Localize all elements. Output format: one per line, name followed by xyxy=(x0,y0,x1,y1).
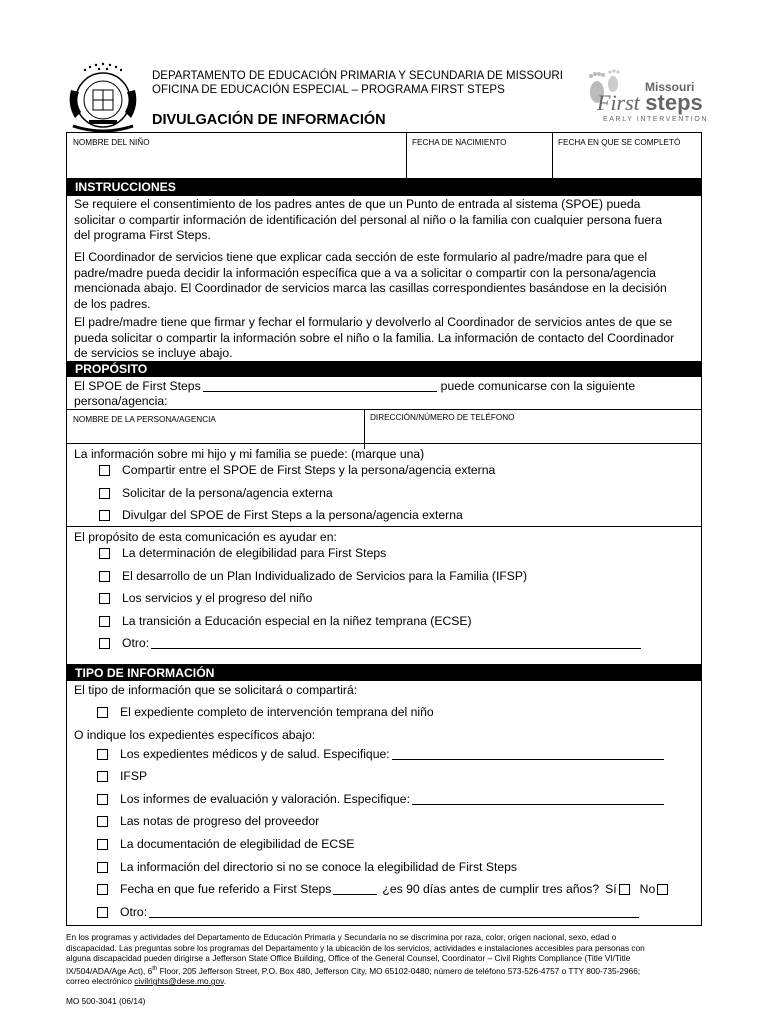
checkbox[interactable] xyxy=(99,571,110,582)
checkbox[interactable] xyxy=(97,862,108,873)
purpose-header: PROPÓSITO xyxy=(67,361,701,377)
no-label: No xyxy=(639,882,656,896)
nondiscrimination-notice: En los programas y actividades del Departamento de Educación Primaria y Secundaria no se discrimina por raza, color, origen nacional, sexo, edad o discapacidad. Las preguntas sobre los programas del Departamento y la ubicación de los servicios, actividades e instalaciones accesibles para personas con alguna discapacidad pueden dirigirse a Jefferson State Office Building, Office of the General Counsel, Coordinator – Civil Rights Compliance (Title VI/Title IX/504/ADA/Age Act), 6th Floor, 205 Jefferson Street, P.O. Box 480, Jefferson City, MO 65102-0480; número de teléfono 573-526-4757 o TTY 800-735-2966; correo electrónico civilrights@dese.mo.gov. xyxy=(66,932,645,987)
logo-first: First xyxy=(597,90,640,115)
divider xyxy=(67,526,701,527)
record-option-ifsp[interactable]: IFSP xyxy=(97,769,147,783)
record-option-referral[interactable]: Fecha en que fue referido a First Steps ¿es 90 días antes de cumplir tres años? Sí No xyxy=(97,882,680,896)
record-option-other[interactable]: Otro: xyxy=(97,905,639,919)
divider xyxy=(67,409,701,410)
record-option-ecse[interactable]: La documentación de elegibilidad de ECSE xyxy=(97,837,354,851)
referral-date-field[interactable] xyxy=(333,883,377,895)
yes-label: Sí xyxy=(605,882,617,896)
purpose-line1: El SPOE de First Steps puede comunicarse con la siguiente xyxy=(74,379,636,393)
divider xyxy=(552,133,553,178)
form-title: DIVULGACIÓN DE INFORMACIÓN xyxy=(152,112,386,128)
yes-checkbox[interactable] xyxy=(619,884,630,895)
no-checkbox[interactable] xyxy=(657,884,668,895)
full-record-option[interactable]: El expediente completo de intervención temprana del niño xyxy=(97,705,434,719)
info-type-intro: El tipo de información que se solicitará o compartirá: xyxy=(74,683,358,697)
missouri-state-seal xyxy=(63,60,143,136)
spoe-name-field[interactable] xyxy=(203,380,437,392)
checkbox[interactable] xyxy=(97,794,108,805)
checkbox[interactable] xyxy=(97,907,108,918)
record-option-directory[interactable]: La información del directorio si no se conoce la elegibilidad de First Steps xyxy=(97,860,517,874)
logo-state: Missouri xyxy=(645,80,695,94)
record-option-medical[interactable]: Los expedientes médicos y de salud. Especifique: xyxy=(97,747,664,761)
checkbox[interactable] xyxy=(97,771,108,782)
instructions-p3: El padre/madre tiene que firmar y fechar el formulario y devolverlo al Coordinador de servicios antes de que se pueda solicitar o compartir la información sobre el niño o la familia. La información de contacto del Coordinador de servicios se incluye abajo. xyxy=(74,315,675,361)
record-option-evaluation[interactable]: Los informes de evaluación y valoración. Especifique: xyxy=(97,792,664,806)
dob-label: FECHA DE NACIMIENTO xyxy=(412,138,507,147)
checkbox[interactable] xyxy=(99,616,110,627)
help-option-1[interactable]: La determinación de elegibilidad para First Steps xyxy=(99,546,386,560)
agency-name-label: NOMBRE DE LA PERSONA/AGENCIA xyxy=(73,415,216,424)
form-number: MO 500-3041 (06/14) xyxy=(66,996,146,1006)
first-steps-logo xyxy=(583,60,709,124)
checkbox[interactable] xyxy=(99,510,110,521)
share-intro: La información sobre mi hijo y mi familia se puede: (marque una) xyxy=(74,447,425,461)
record-other-field[interactable] xyxy=(149,906,639,918)
record-option-progress[interactable]: Las notas de progreso del proveedor xyxy=(97,814,319,828)
checkbox[interactable] xyxy=(97,816,108,827)
checkbox[interactable] xyxy=(99,465,110,476)
address-phone-label: DIRECCIÓN/NÚMERO DE TELÉFONO xyxy=(370,413,515,422)
info-type-header: TIPO DE INFORMACIÓN xyxy=(67,664,701,681)
help-option-other[interactable]: Otro: xyxy=(99,636,641,650)
share-option-2[interactable]: Solicitar de la persona/agencia externa xyxy=(99,486,333,500)
help-other-field[interactable] xyxy=(151,637,641,649)
checkbox[interactable] xyxy=(99,548,110,559)
logo-steps: steps xyxy=(645,90,703,115)
checkbox[interactable] xyxy=(99,638,110,649)
instructions-p2: El Coordinador de servicios tiene que explicar cada sección de este formulario al padre/madre para que el padre/madre pueda decidir la información específica que a va a solicitar o compartir con la persona/agencia mencionada abajo. El Coordinador de servicios marca las casillas correspondientes basándose en la decisión de los padres. xyxy=(74,250,667,311)
checkbox[interactable] xyxy=(97,749,108,760)
checkbox[interactable] xyxy=(97,884,108,895)
share-option-3[interactable]: Divulgar del SPOE de First Steps a la persona/agencia externa xyxy=(99,508,463,522)
office-name: OFICINA DE EDUCACIÓN ESPECIAL – PROGRAMA FIRST STEPS xyxy=(152,84,505,96)
divider xyxy=(67,443,701,444)
specific-intro: O indique los expedientes específicos abajo: xyxy=(74,728,316,742)
completed-date-label: FECHA EN QUE SE COMPLETÓ xyxy=(558,138,681,147)
checkbox[interactable] xyxy=(99,488,110,499)
help-option-3[interactable]: Los servicios y el progreso del niño xyxy=(99,591,312,605)
share-option-1[interactable]: Compartir entre el SPOE de First Steps y la persona/agencia externa xyxy=(99,463,495,477)
checkbox[interactable] xyxy=(97,707,108,718)
email-link[interactable]: civilrights@dese.mo.gov xyxy=(134,976,224,987)
help-option-4[interactable]: La transición a Educación especial en la niñez temprana (ECSE) xyxy=(99,614,472,628)
child-name-label: NOMBRE DEL NIÑO xyxy=(73,138,150,147)
instructions-p1: Se requiere el consentimiento de los padres antes de que un Punto de entrada al sistema (SPOE) pueda solicitar o compartir información de identificación del personal al niño o la familia con cualquier persona fuera del programa First Steps. xyxy=(74,197,663,243)
help-intro: El propósito de esta comunicación es ayudar en: xyxy=(74,530,337,544)
department-name: DEPARTAMENTO DE EDUCACIÓN PRIMARIA Y SECUNDARIA DE MISSOURI xyxy=(152,70,563,82)
checkbox[interactable] xyxy=(97,839,108,850)
logo-tagline: EARLY INTERVENTION xyxy=(603,116,709,123)
purpose-line2: persona/agencia: xyxy=(74,394,168,408)
evaluation-specify-field[interactable] xyxy=(412,793,664,805)
checkbox[interactable] xyxy=(99,593,110,604)
help-option-2[interactable]: El desarrollo de un Plan Individualizado de Servicios para la Familia (IFSP) xyxy=(99,569,527,583)
medical-specify-field[interactable] xyxy=(392,748,664,760)
instructions-header: INSTRUCCIONES xyxy=(67,178,701,196)
divider xyxy=(406,133,407,178)
form-frame xyxy=(66,132,702,926)
